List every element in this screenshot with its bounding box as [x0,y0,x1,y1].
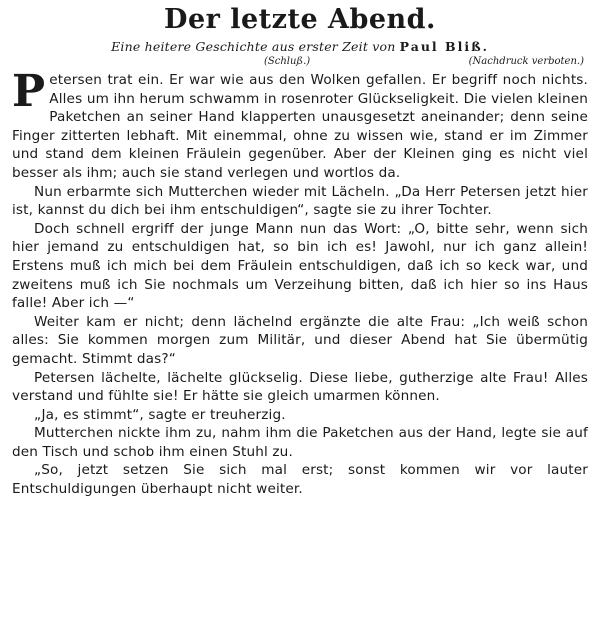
article-title: Der letzte Abend. [164,4,436,35]
article-subtitle [12,38,588,56]
paragraph-2: Nun erbarmte sich Mutterchen wieder mit Lächeln. „Da Herr Petersen jetzt hier ist, kannst du dich bei ihm entschuldigen“, sagte sie zu ihrer Tochter. [12,183,588,219]
paragraph-6: „Ja, es stimmt“, sagte er treuherzig. [34,406,286,423]
paragraph-1 [12,66,588,183]
paragraph-5: Petersen lächelte, lächelte glückselig. Diese liebe, gutherzige alte Frau! Alles verstand und fühlte sie! Er hätte sie gleich umarmen können. [12,369,588,405]
drop-cap-letter: P [12,66,46,117]
paragraph-7: Mutterchen nickte ihm zu, nahm ihm die Paketchen aus der Hand, legte sie auf den Tisch und schob ihm einen Stuhl zu. [12,425,588,460]
paragraph-8: „So, jetzt setzen Sie sich mal erst; sonst kommen wir vor lauter Entschuldigungen überhaupt nicht weiter. [12,462,588,498]
paragraph-4: Weiter kam er nicht; denn lächelnd ergänzte die alte Frau: „Ich weiß schon alles: Sie kommen morgen zum Militär, und dieser Abend hat Sie übermütig gemacht. Stimmt das?“ [12,313,588,367]
paragraph-text: etersen trat ein. Er war wie aus den Wolken gefallen. Er begriff noch nichts. Alles um ihn herum schwamm in rosenroter Glückseligkeit. Die vielen kleinen Paketchen an seiner Hand klapperten unausgesetzt aneinander; denn seine Finger zitterten lebhaft. Mit einemmal, ohne zu wissen wie, stand er im Zimmer und stand dem kleinen Fräulein gegenüber. Aber der Kleinen ging es nicht viel besser als ihm; auch sie stand verlegen und wortlos da. [12,72,588,181]
subtitle-text: Eine heitere Geschichte aus erster Zeit von [111,39,396,54]
newspaper-article [12,4,588,624]
article-body [12,66,588,499]
part-note: (Schluß.) [264,56,311,67]
article-meta [12,56,588,71]
paragraph-3: Doch schnell ergriff der junge Mann nun das Wort: „O, bitte sehr, wenn sich hier jemand zu entschuldigen hat, so bin ich es! Jawohl, nur ich ganz allein! Erstens muß ich mich bei dem Fräulein entschuldigen, daß ich so keck war, und zweitens muß ich Sie nochmals um Verzeihung bitten, daß ich hier so ins Haus falle! Aber ich —“ [12,220,588,312]
copyright-note: (Nachdruck verboten.) [468,56,584,67]
author-name: Paul Bliß. [399,39,489,54]
